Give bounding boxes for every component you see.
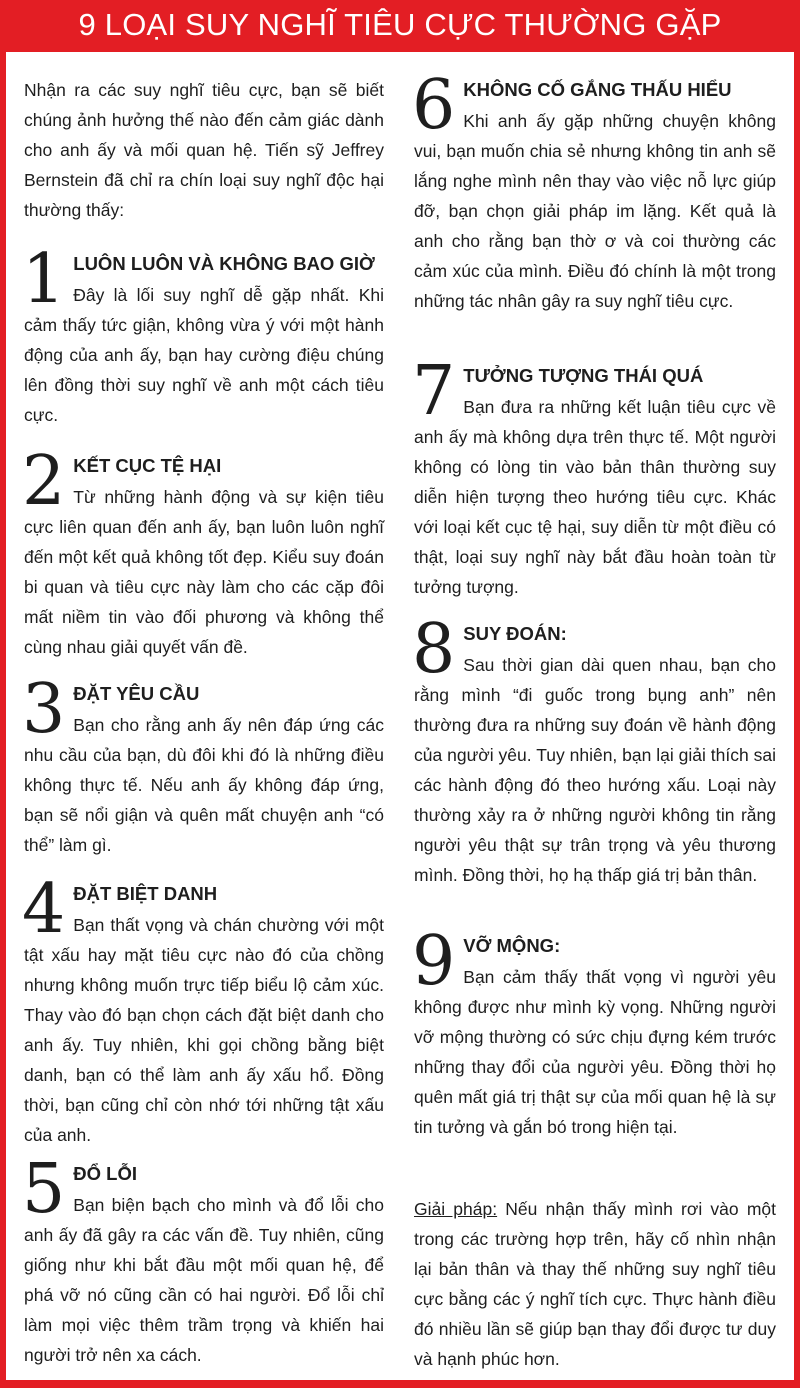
- solution-paragraph: [414, 1194, 776, 1374]
- item-body: Bạn biện bạch cho mình và đổ lỗi cho anh ấy đã gây ra các vấn đề. Tuy nhiên, cũng giống như khi bắt đầu một mối quan hệ, để phá vỡ nó cũng cần có hai người. Đổ lỗi chỉ làm mọi việc thêm trầm trọng và khiến hai người trở nên xa cách.: [24, 1195, 384, 1365]
- content-panel: [6, 52, 794, 1380]
- page-title: 9 LOẠI SUY NGHĨ TIÊU CỰC THƯỜNG GẶP: [78, 7, 722, 42]
- item-number: 9: [412, 922, 456, 1001]
- thought-item-8: [412, 610, 776, 890]
- item-number: 2: [22, 442, 66, 521]
- thought-item-7: [412, 352, 776, 602]
- item-heading: TƯỞNG TƯỢNG THÁI QUÁ: [463, 365, 704, 386]
- thought-item-5: [22, 1150, 384, 1370]
- item-number: 8: [412, 610, 456, 689]
- item-heading: LUÔN LUÔN VÀ KHÔNG BAO GIỜ: [73, 253, 375, 274]
- item-body: Bạn cho rằng anh ấy nên đáp ứng các nhu cầu của bạn, dù đôi khi đó là những điều không thực tế. Nếu anh ấy không đáp ứng, bạn sẽ nổi giận và quên mất chuyện anh “có thể” làm gì.: [24, 715, 384, 855]
- item-heading: KẾT CỤC TỆ HẠI: [73, 455, 222, 476]
- item-number: 1: [22, 240, 66, 319]
- item-body: Bạn cảm thấy thất vọng vì người yêu không được như mình kỳ vọng. Những người vỡ mộng thường có sức chịu đựng kém trước những thay đổi của người yêu. Đồng thời họ quên mất giá trị thật sự của mối quan hệ là sự tin tưởng và gắn bó trong hiện tại.: [414, 967, 776, 1137]
- item-number: 4: [22, 870, 66, 949]
- item-body: Bạn đưa ra những kết luận tiêu cực về anh ấy mà không dựa trên thực tế. Một người không có lòng tin vào bản thân thường suy diễn hiện tượng theo hướng tiêu cực. Khác với loại kết cục tệ hại, suy diễn từ một điều có thật, loại suy nghĩ này bắt đầu hoàn toàn từ tưởng tượng.: [414, 397, 776, 597]
- item-heading: ĐẶT YÊU CẦU: [73, 683, 200, 704]
- thought-item-2: [22, 442, 384, 662]
- item-number: 3: [22, 670, 66, 749]
- solution-label: Giải pháp:: [414, 1199, 498, 1219]
- thought-item-4: [22, 870, 384, 1150]
- item-body: Từ những hành động và sự kiện tiêu cực liên quan đến anh ấy, bạn luôn luôn nghĩ đến một kết quả không tốt đẹp. Kiểu suy đoán bi quan và tiêu cực này làm cho các cặp đôi mất niềm tin vào đối phương và không thể cùng nhau giải quyết vấn đề.: [24, 487, 384, 657]
- item-number: 5: [22, 1150, 66, 1229]
- item-heading: VỠ MỘNG:: [463, 935, 561, 956]
- item-number: 7: [412, 352, 456, 431]
- thought-item-3: [22, 670, 384, 860]
- item-heading: KHÔNG CỐ GẮNG THẤU HIỂU: [463, 79, 732, 100]
- item-number: 6: [412, 66, 456, 145]
- item-body: Khi anh ấy gặp những chuyện không vui, bạn muốn chia sẻ nhưng không tin anh sẽ lắng nghe mình nên thay vào việc nỗ lực giúp đỡ, bạn chọn giải pháp im lặng. Kết quả là anh cho rằng bạn thờ ơ và coi thường các cảm xúc của mình. Điều đó chính là một trong những tác nhân gây ra suy nghĩ tiêu cực.: [414, 111, 776, 311]
- item-heading: ĐỔ LỖI: [73, 1163, 137, 1184]
- solution-text: Nếu nhận thấy mình rơi vào một trong các trường hợp trên, hãy cố nhìn nhận lại bản thân và thay thế những suy nghĩ tiêu cực bằng các ý nghĩ tích cực. Thực hành điều đó nhiều lần sẽ giúp bạn thay đổi được tư duy và hạnh phúc hơn.: [414, 1199, 776, 1369]
- item-body: Bạn thất vọng và chán chường với một tật xấu hay mặt tiêu cực nào đó của chồng nhưng không muốn trực tiếp biểu lộ cảm xúc. Thay vào đó bạn chọn cách đặt biệt danh cho anh ấy. Tuy nhiên, khi gọi chồng bằng biệt danh, bạn có thể làm anh ấy xấu hổ. Đồng thời, bạn cũng chỉ còn nhớ tới những tật xấu của anh.: [24, 915, 384, 1145]
- item-body: Sau thời gian dài quen nhau, bạn cho rằng mình “đi guốc trong bụng anh” nên thường đưa ra những suy đoán về hành động của người yêu. Tuy nhiên, bạn lại giải thích sai các hành động đó theo hướng xấu. Loại này thường xảy ra ở những người không tin rằng người yêu thật sự trân trọng và yêu thương mình. Đồng thời, họ hạ thấp giá trị bản thân.: [414, 655, 776, 885]
- item-heading: ĐẶT BIỆT DANH: [73, 883, 218, 904]
- item-body: Đây là lối suy nghĩ dễ gặp nhất. Khi cảm thấy tức giận, không vừa ý với một hành động của anh ấy, bạn hay cường điệu chúng lên đồng thời suy nghĩ về anh một cách tiêu cực.: [24, 285, 384, 425]
- thought-item-9: [412, 922, 776, 1142]
- intro-paragraph: Nhận ra các suy nghĩ tiêu cực, bạn sẽ biết chúng ảnh hưởng thế nào đến cảm giác dành cho anh ấy và mối quan hệ. Tiến sỹ Jeffrey Bernstein đã chỉ ra chín loại suy nghĩ độc hại thường thấy:: [24, 80, 384, 220]
- thought-item-6: [412, 66, 776, 316]
- thought-item-1: [22, 240, 384, 430]
- item-heading: SUY ĐOÁN:: [463, 623, 567, 644]
